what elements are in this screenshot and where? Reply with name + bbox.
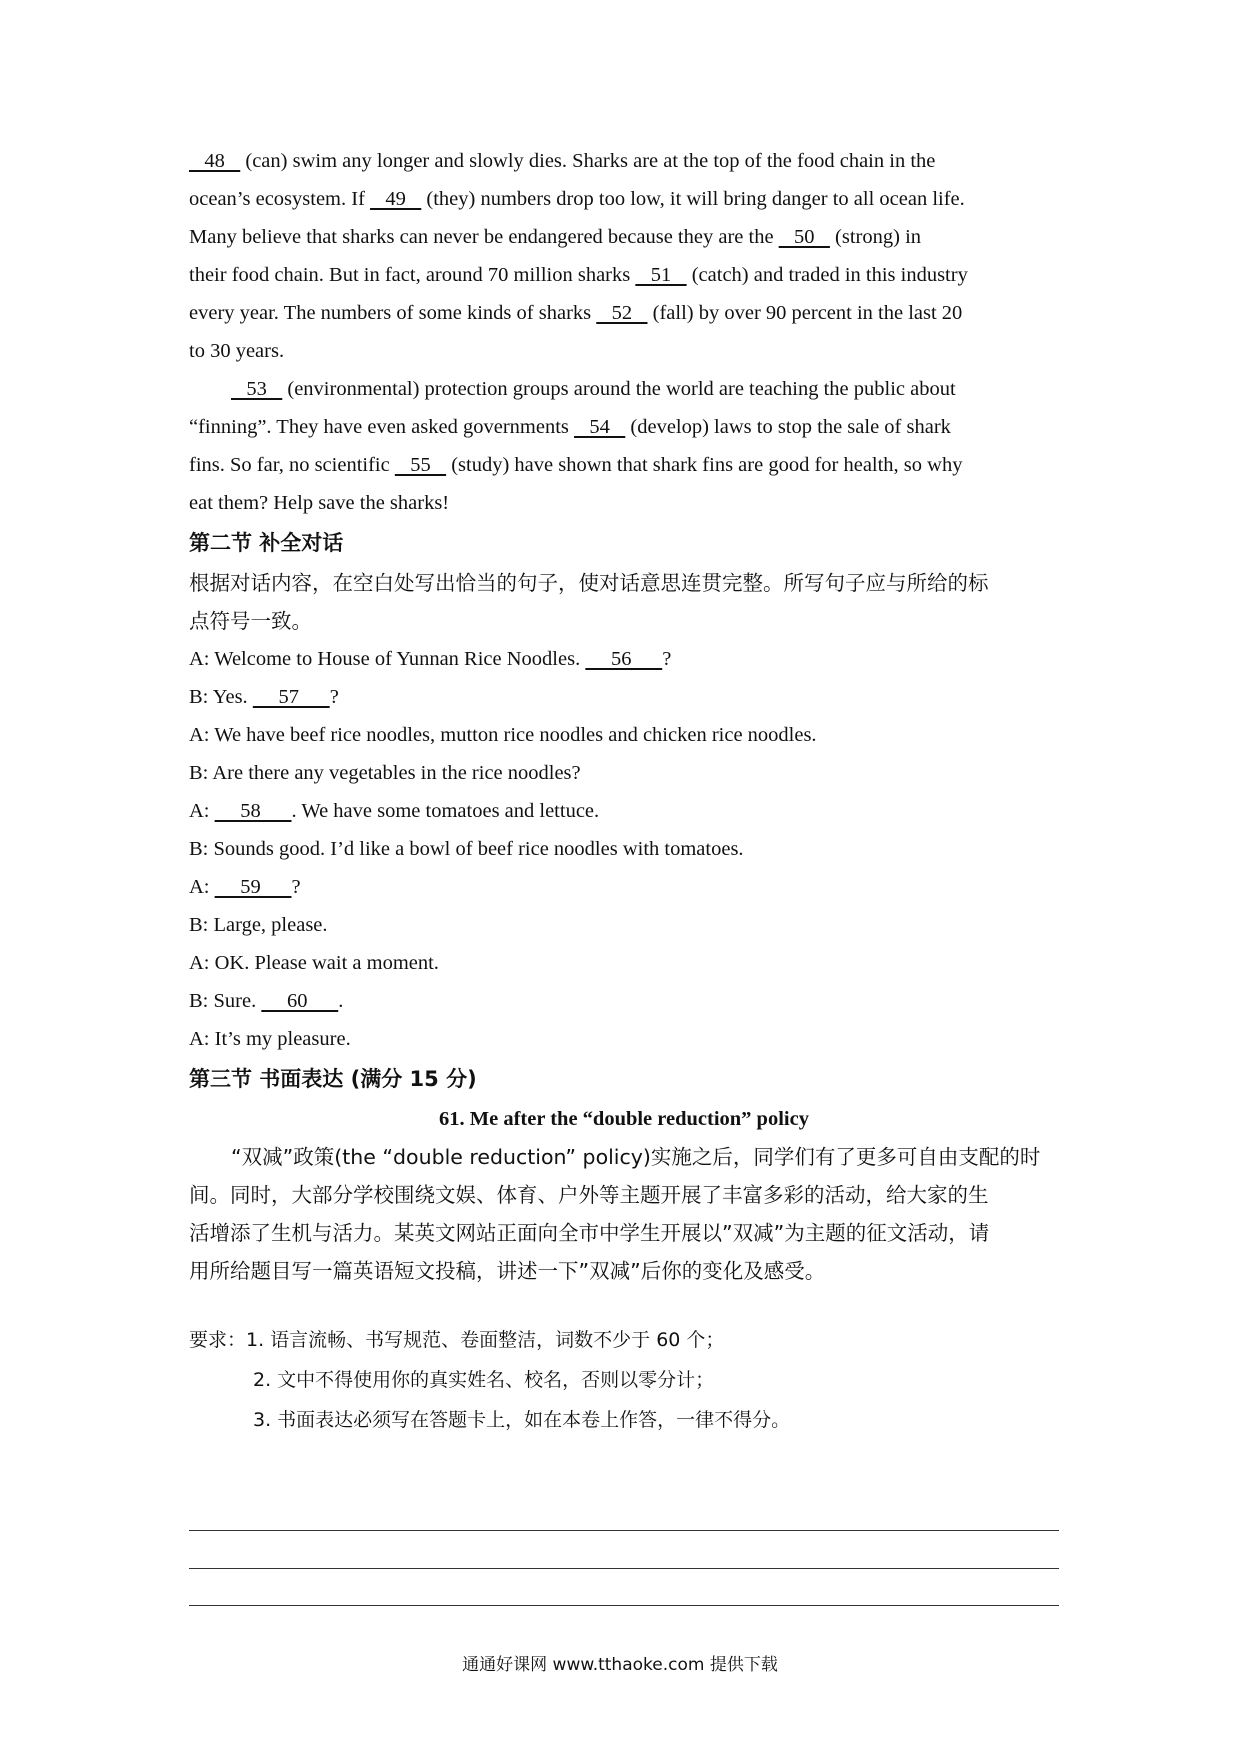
blank-58[interactable]: 58 bbox=[214, 800, 292, 822]
passage-line bbox=[189, 142, 1059, 180]
passage-line bbox=[189, 218, 1059, 256]
essay-prompt-line: 用所给题目写一篇英语短文投稿，讲述一下”双减”后你的变化及感受。 bbox=[189, 1259, 826, 1283]
dialogue-text: ? bbox=[291, 876, 301, 898]
blank-53[interactable]: 53 bbox=[231, 378, 283, 400]
passage-line bbox=[189, 256, 1059, 294]
blank-59[interactable]: 59 bbox=[214, 876, 292, 898]
dialogue-line: A: It’s my pleasure. bbox=[189, 1028, 351, 1050]
passage-text: (catch) and traded in this industry bbox=[686, 264, 968, 286]
essay-prompt-line: “双减”政策(the “double reduction” policy)实施之后，同学们有了更多可自由支配的时 bbox=[231, 1145, 1041, 1169]
requirement-2: 2. 文中不得使用你的真实姓名、校名，否则以零分计； bbox=[253, 1369, 715, 1391]
blank-50[interactable]: 50 bbox=[778, 226, 830, 248]
section-2-instruction: 点符号一致。 bbox=[189, 609, 312, 633]
blank-57[interactable]: 57 bbox=[252, 686, 330, 708]
section-2-instruction: 根据对话内容，在空白处写出恰当的句子，使对话意思连贯完整。所写句子应与所给的标 bbox=[189, 571, 989, 595]
dialogue-line bbox=[189, 640, 1059, 678]
spacer bbox=[189, 1290, 1059, 1320]
dialogue-text: B: Yes. bbox=[189, 686, 253, 708]
blank-55[interactable]: 55 bbox=[394, 454, 447, 476]
dialogue-text: A: bbox=[189, 800, 215, 822]
passage-text: (develop) laws to stop the sale of shark bbox=[625, 416, 951, 438]
section-3-heading: 第三节 书面表达 (满分 15 分) bbox=[189, 1067, 477, 1091]
dialogue-line: B: Are there any vegetables in the rice noodles? bbox=[189, 762, 581, 784]
dialogue-line bbox=[189, 868, 1059, 906]
dialogue-text: A: bbox=[189, 876, 215, 898]
dialogue-line bbox=[189, 792, 1059, 830]
dialogue-line: A: OK. Please wait a moment. bbox=[189, 952, 439, 974]
passage-text: (environmental) protection groups around the world are teaching the public about bbox=[282, 378, 956, 400]
passage-text: “finning”. They have even asked governments bbox=[189, 416, 575, 438]
passage-text: fins. So far, no scientific bbox=[189, 454, 395, 476]
passage-text: their food chain. But in fact, around 70 million sharks bbox=[189, 264, 636, 286]
blank-49[interactable]: 49 bbox=[370, 188, 422, 210]
passage-text: Many believe that sharks can never be endangered because they are the bbox=[189, 226, 779, 248]
page-footer: 通通好课网 www.tthaoke.com 提供下载 bbox=[462, 1655, 778, 1675]
dialogue-text: A: Welcome to House of Yunnan Rice Noodles. bbox=[189, 648, 586, 670]
blank-56[interactable]: 56 bbox=[585, 648, 663, 670]
blank-60[interactable]: 60 bbox=[261, 990, 339, 1012]
passage-text: every year. The numbers of some kinds of sharks bbox=[189, 302, 597, 324]
blank-51[interactable]: 51 bbox=[635, 264, 687, 286]
passage-line bbox=[189, 446, 1059, 484]
essay-prompt-line: 间。同时，大部分学校围绕文娱、体育、户外等主题开展了丰富多彩的活动，给大家的生 bbox=[189, 1183, 989, 1207]
passage-line bbox=[189, 180, 1059, 218]
passage-line bbox=[189, 294, 1059, 332]
answer-line-2[interactable] bbox=[189, 1568, 1059, 1569]
dialogue-text: ? bbox=[329, 686, 339, 708]
essay-prompt-line: 活增添了生机与活力。某英文网站正面向全市中学生开展以”双减”为主题的征文活动，请 bbox=[189, 1221, 990, 1245]
dialogue-text: . We have some tomatoes and lettuce. bbox=[291, 800, 600, 822]
passage-text: (strong) in bbox=[829, 226, 922, 248]
passage-line: eat them? Help save the sharks! bbox=[189, 492, 450, 514]
blank-52[interactable]: 52 bbox=[596, 302, 648, 324]
requirement-1: 要求：1. 语言流畅、书写规范、卷面整洁，词数不少于 60 个； bbox=[189, 1329, 725, 1351]
dialogue-line: B: Large, please. bbox=[189, 914, 328, 936]
section-2-heading: 第二节 补全对话 bbox=[189, 531, 344, 555]
passage-line: to 30 years. bbox=[189, 340, 285, 362]
page-content bbox=[189, 142, 1059, 1440]
passage-line bbox=[189, 408, 1059, 446]
dialogue-line bbox=[189, 678, 1059, 716]
dialogue-line bbox=[189, 982, 1059, 1020]
dialogue-text: . bbox=[338, 990, 344, 1012]
passage-text: (fall) by over 90 percent in the last 20 bbox=[647, 302, 963, 324]
blank-48[interactable]: 48 bbox=[189, 150, 241, 172]
passage-text: (they) numbers drop too low, it will bring danger to all ocean life. bbox=[421, 188, 965, 210]
dialogue-text: ? bbox=[662, 648, 672, 670]
answer-line-1[interactable] bbox=[189, 1530, 1059, 1531]
answer-line-3[interactable] bbox=[189, 1605, 1059, 1606]
requirement-3: 3. 书面表达必须写在答题卡上，如在本卷上作答，一律不得分。 bbox=[253, 1409, 791, 1431]
dialogue-line: A: We have beef rice noodles, mutton rice noodles and chicken rice noodles. bbox=[189, 724, 817, 746]
blank-54[interactable]: 54 bbox=[574, 416, 626, 438]
passage-text: (study) have shown that shark fins are good for health, so why bbox=[446, 454, 963, 476]
dialogue-line: B: Sounds good. I’d like a bowl of beef rice noodles with tomatoes. bbox=[189, 838, 744, 860]
passage-text: (can) swim any longer and slowly dies. Sharks are at the top of the food chain in the bbox=[240, 150, 936, 172]
passage-text: ocean’s ecosystem. If bbox=[189, 188, 371, 210]
passage-line bbox=[189, 370, 1059, 408]
essay-title: 61. Me after the “double reduction” policy bbox=[439, 1108, 809, 1130]
dialogue-text: B: Sure. bbox=[189, 990, 262, 1012]
